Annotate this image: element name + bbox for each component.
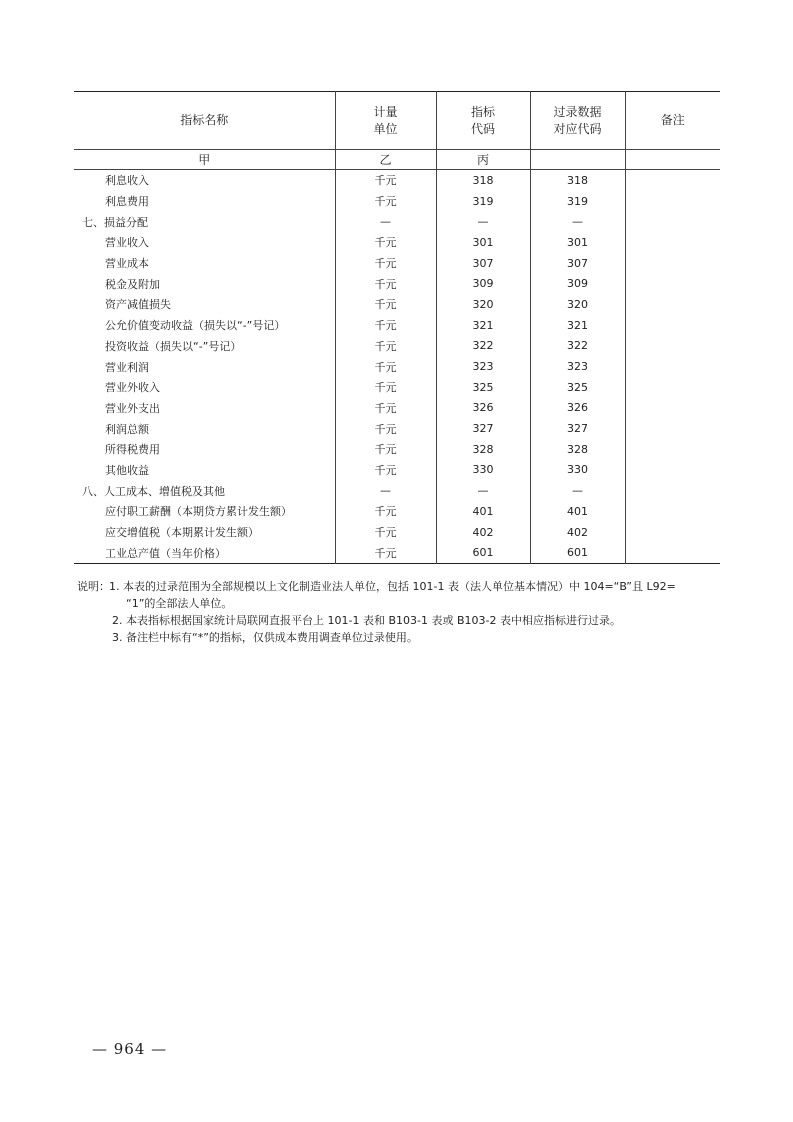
unit-cell: 千元 xyxy=(335,191,436,212)
indicator-name-cell: 资产减值损失 xyxy=(105,298,171,312)
mapping-code-cell: 322 xyxy=(530,336,625,357)
unit-cell: 千元 xyxy=(335,253,436,274)
unit-cell: 千元 xyxy=(335,356,436,377)
table-header-row xyxy=(74,92,720,150)
indicator-code-cell: 325 xyxy=(436,377,530,398)
indicator-name-cell: 工业总产值（当年价格） xyxy=(105,546,226,560)
remark-cell xyxy=(625,191,720,212)
header-remark: 备注 xyxy=(625,92,720,150)
table-row xyxy=(74,480,720,501)
table-row xyxy=(74,377,720,398)
header-mapping-code: 过录数据 对应代码 xyxy=(530,92,625,150)
note-item-3: 3. 备注栏中标有“*”的指标，仅供成本费用调查单位过录使用。 xyxy=(112,631,418,644)
mapping-code-cell: 301 xyxy=(530,232,625,253)
remark-cell xyxy=(625,480,720,501)
indicator-code-cell: 319 xyxy=(436,191,530,212)
mapping-code-cell: 327 xyxy=(530,418,625,439)
note-item-2: 2. 本表指标根据国家统计局联网直报平台上 101-1 表和 B103-1 表或 B103-2 表中相应指标进行过录。 xyxy=(112,614,621,627)
mapping-code-cell: 321 xyxy=(530,315,625,336)
indicator-name-cell: 营业利润 xyxy=(105,360,149,374)
remark-cell xyxy=(625,501,720,522)
table-row xyxy=(74,170,720,191)
mapping-code-cell: 307 xyxy=(530,253,625,274)
header-indicator-code: 指标 代码 xyxy=(436,92,530,150)
table-row xyxy=(74,439,720,460)
indicator-code-cell: 401 xyxy=(436,501,530,522)
indicator-name-cell: 利润总额 xyxy=(105,422,149,436)
unit-cell: 千元 xyxy=(335,170,436,191)
page-number: — 964 — xyxy=(92,1040,168,1058)
indicator-name-cell: 利息费用 xyxy=(105,195,149,209)
note-item-1-continuation: “1”的全部法人单位。 xyxy=(126,597,233,610)
indicator-code-cell: 328 xyxy=(436,439,530,460)
unit-cell: 千元 xyxy=(335,501,436,522)
unit-cell: 千元 xyxy=(335,542,436,563)
indicator-code-cell: 309 xyxy=(436,273,530,294)
mapping-code-cell: 328 xyxy=(530,439,625,460)
indicator-name-cell: 利息收入 xyxy=(105,174,149,188)
remark-cell xyxy=(625,336,720,357)
remark-cell xyxy=(625,273,720,294)
indicator-table xyxy=(74,91,720,564)
remark-cell xyxy=(625,211,720,232)
unit-cell: 千元 xyxy=(335,315,436,336)
unit-cell: 千元 xyxy=(335,273,436,294)
table-row xyxy=(74,460,720,481)
mapping-code-cell: 326 xyxy=(530,398,625,419)
indicator-code-cell: 320 xyxy=(436,294,530,315)
mapping-code-cell: 318 xyxy=(530,170,625,191)
remark-cell xyxy=(625,522,720,543)
mapping-code-cell: 320 xyxy=(530,294,625,315)
remark-cell xyxy=(625,398,720,419)
unit-cell: 千元 xyxy=(335,377,436,398)
unit-cell: 千元 xyxy=(335,460,436,481)
remark-cell xyxy=(625,542,720,563)
indicator-name-cell: 投资收益（损失以“-”号记） xyxy=(105,339,242,353)
header-indicator-name: 指标名称 xyxy=(74,92,335,150)
indicator-code-cell: 601 xyxy=(436,542,530,563)
table-row xyxy=(74,336,720,357)
mapping-code-cell: 309 xyxy=(530,273,625,294)
indicator-name-cell: 其他收益 xyxy=(105,463,149,477)
subheader-cell: 甲 xyxy=(74,150,335,170)
unit-cell: 千元 xyxy=(335,232,436,253)
mapping-code-cell: 601 xyxy=(530,542,625,563)
note-text: 1. 本表的过录范围为全部规模以上文化制造业法人单位，包括 101-1 表（法人单位基本情况）中 104=“B”且 L92= xyxy=(109,580,676,593)
table-row xyxy=(74,315,720,336)
remark-cell xyxy=(625,377,720,398)
indicator-code-cell: 307 xyxy=(436,253,530,274)
remark-cell xyxy=(625,315,720,336)
table-row xyxy=(74,398,720,419)
note-item-1 xyxy=(77,578,727,595)
indicator-name-cell: 应付职工薪酬（本期贷方累计发生额） xyxy=(105,505,292,519)
indicator-name-cell: 营业外支出 xyxy=(105,401,160,415)
indicator-code-cell: 322 xyxy=(436,336,530,357)
indicator-code-cell: 327 xyxy=(436,418,530,439)
note-prefix: 说明： xyxy=(77,580,110,593)
remark-cell xyxy=(625,460,720,481)
mapping-code-cell: 325 xyxy=(530,377,625,398)
unit-cell: — xyxy=(335,480,436,501)
indicator-code-cell: 321 xyxy=(436,315,530,336)
indicator-name-cell: 公允价值变动收益（损失以“-”号记） xyxy=(105,319,286,333)
indicator-name-cell: 八、人工成本、增值税及其他 xyxy=(82,484,225,498)
table-row xyxy=(74,294,720,315)
mapping-code-cell: 401 xyxy=(530,501,625,522)
indicator-code-cell: 402 xyxy=(436,522,530,543)
indicator-name-cell: 营业外收入 xyxy=(105,381,160,395)
indicator-code-cell: — xyxy=(436,480,530,501)
remark-cell xyxy=(625,418,720,439)
table-row xyxy=(74,211,720,232)
unit-cell: 千元 xyxy=(335,522,436,543)
table-row xyxy=(74,191,720,212)
indicator-name-cell: 营业成本 xyxy=(105,257,149,271)
table-row xyxy=(74,232,720,253)
mapping-code-cell: 330 xyxy=(530,460,625,481)
subheader-cell: 乙 xyxy=(335,150,436,170)
indicator-name-cell: 应交增值税（本期累计发生额） xyxy=(105,526,259,540)
indicator-name-cell: 七、损益分配 xyxy=(82,215,148,229)
subheader-cell: 丙 xyxy=(436,150,530,170)
table-subheader-row xyxy=(74,150,720,170)
header-unit: 计量 单位 xyxy=(335,92,436,150)
mapping-code-cell: 319 xyxy=(530,191,625,212)
unit-cell: 千元 xyxy=(335,294,436,315)
table-row xyxy=(74,273,720,294)
mapping-code-cell: 402 xyxy=(530,522,625,543)
mapping-code-cell: — xyxy=(530,211,625,232)
indicator-code-cell: 318 xyxy=(436,170,530,191)
unit-cell: — xyxy=(335,211,436,232)
indicator-name-cell: 营业收入 xyxy=(105,236,149,250)
remark-cell xyxy=(625,294,720,315)
indicator-code-cell: 301 xyxy=(436,232,530,253)
indicator-code-cell: 326 xyxy=(436,398,530,419)
indicator-name-cell: 税金及附加 xyxy=(105,277,160,291)
table-row xyxy=(74,418,720,439)
table-row xyxy=(74,542,720,563)
remark-cell xyxy=(625,439,720,460)
indicator-code-cell: 323 xyxy=(436,356,530,377)
indicator-code-cell: — xyxy=(436,211,530,232)
subheader-cell xyxy=(530,150,625,170)
table-row xyxy=(74,253,720,274)
remark-cell xyxy=(625,232,720,253)
table-row xyxy=(74,356,720,377)
remark-cell xyxy=(625,253,720,274)
table-row xyxy=(74,522,720,543)
unit-cell: 千元 xyxy=(335,398,436,419)
unit-cell: 千元 xyxy=(335,439,436,460)
unit-cell: 千元 xyxy=(335,336,436,357)
table-body xyxy=(74,150,720,564)
indicator-table-container xyxy=(74,91,720,564)
unit-cell: 千元 xyxy=(335,418,436,439)
indicator-code-cell: 330 xyxy=(436,460,530,481)
mapping-code-cell: 323 xyxy=(530,356,625,377)
table-row xyxy=(74,501,720,522)
remark-cell xyxy=(625,356,720,377)
remark-cell xyxy=(625,170,720,191)
mapping-code-cell: — xyxy=(530,480,625,501)
subheader-cell xyxy=(625,150,720,170)
table-notes xyxy=(77,578,727,646)
indicator-name-cell: 所得税费用 xyxy=(105,443,160,457)
